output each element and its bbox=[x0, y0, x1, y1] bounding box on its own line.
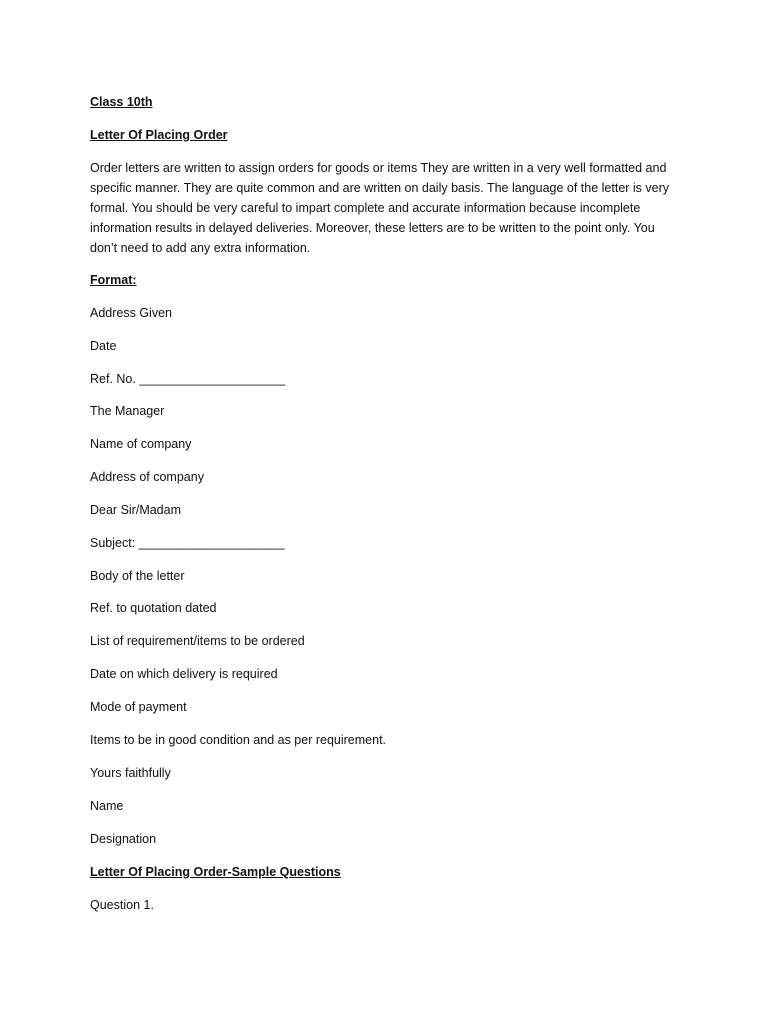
format-item-ref-no: Ref. No. _____________________ bbox=[90, 372, 286, 386]
document-page bbox=[90, 0, 690, 1024]
format-item-quotation-ref: Ref. to quotation dated bbox=[90, 601, 217, 615]
format-item-requirements-list: List of requirement/items to be ordered bbox=[90, 634, 305, 648]
format-item-condition: Items to be in good condition and as per requirement. bbox=[90, 733, 387, 747]
format-item-salutation: Dear Sir/Madam bbox=[90, 503, 181, 517]
format-item-address-of-company: Address of company bbox=[90, 470, 204, 484]
class-heading: Class 10th bbox=[90, 95, 153, 109]
format-item-closing: Yours faithfully bbox=[90, 766, 171, 780]
format-item-name-of-company: Name of company bbox=[90, 437, 192, 451]
format-item-address-given: Address Given bbox=[90, 306, 172, 320]
format-item-date: Date bbox=[90, 339, 117, 353]
format-item-subject: Subject: _____________________ bbox=[90, 536, 285, 550]
format-item-name: Name bbox=[90, 799, 124, 813]
format-item-mode-of-payment: Mode of payment bbox=[90, 700, 187, 714]
question-label: Question 1. bbox=[90, 898, 154, 912]
format-item-designation: Designation bbox=[90, 832, 157, 846]
format-item-the-manager: The Manager bbox=[90, 404, 165, 418]
format-item-body: Body of the letter bbox=[90, 569, 185, 583]
intro-paragraph: Order letters are written to assign orders for goods or items They are written in a very well formatted and specific manner. They are quite common and are written on daily basis. The language of the letter is very formal. You should be very careful to impart complete and accurate information because incomplete information results in delayed deliveries. Moreover, these letters are to be written to the point only. You don’t need to add any extra information. bbox=[90, 161, 670, 255]
format-heading: Format: bbox=[90, 273, 137, 287]
samples-heading: Letter Of Placing Order-Sample Questions bbox=[90, 865, 341, 879]
document-title: Letter Of Placing Order bbox=[90, 128, 228, 142]
format-item-delivery-date: Date on which delivery is required bbox=[90, 667, 278, 681]
